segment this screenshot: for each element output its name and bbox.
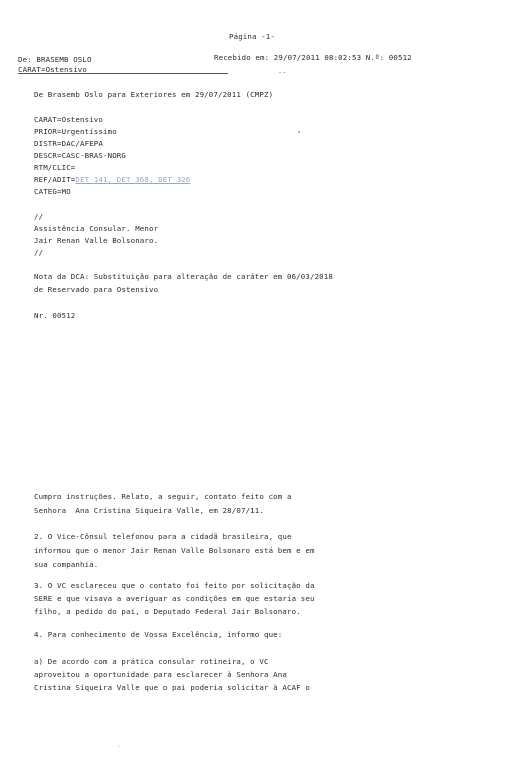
note-line-1: Nota da DCA: Substituição para alteração de caráter em 06/03/2018 — [34, 272, 333, 281]
note-line-2: de Reservado para Ostensivo — [34, 285, 159, 294]
message-title: De Brasemb Oslo para Exteriores em 29/07/2011 (CMPZ) — [34, 90, 274, 99]
meta-distr: DISTR=DAC/AFEPA — [34, 139, 103, 148]
meta-descr: DESCR=CASC-BRAS-NORG — [34, 151, 126, 160]
body-p5-line-1: a) De acordo com a prática consular rotineira, o VC — [34, 657, 269, 666]
header-carat: CARAT=Ostensivo — [18, 65, 87, 74]
body-p2-line-2: informou que o menor Jair Renan Valle Bolsonaro está bem e em — [34, 546, 315, 555]
scan-speck: · — [117, 743, 122, 751]
header-from: De: BRASEMB OSLO — [18, 55, 92, 64]
meta-prior: PRIOR=Urgentíssimo — [34, 127, 117, 136]
body-p1-line-1: Cumpro instruções. Relato, a seguir, contato feito com a — [34, 492, 292, 501]
body-p4-line-1: 4. Para conhecimento de Vossa Excelência, informo que: — [34, 630, 283, 639]
message-number: Nr. 00512 — [34, 311, 76, 320]
header-rule — [18, 73, 228, 74]
body-p5-line-2: aproveitou a oportunidade para esclarecer à Senhora Ana — [34, 670, 287, 679]
subject-line-2: Jair Renan Valle Bolsonaro. — [34, 236, 159, 245]
body-p3-line-3: filho, a pedido do pai, o Deputado Federal Jair Bolsonaro. — [34, 607, 301, 616]
body-p2-line-1: 2. O Vice-Cônsul telefonou para a cidadã brasileira, que — [34, 532, 292, 541]
subject-separator-bottom: // — [34, 248, 44, 257]
meta-ref — [34, 176, 190, 183]
body-p3-line-2: SERE e que visava a averiguar as condições em que estaria seu — [34, 594, 315, 603]
meta-ref-values: DET 141, DET 368, DET 326 — [75, 175, 191, 184]
body-p3-line-1: 3. O VC esclareceu que o contato foi feito por solicitação da — [34, 581, 315, 590]
subject-line-1: Assistência Consular. Menor — [34, 224, 159, 233]
body-p2-line-3: sua companhia. — [34, 560, 99, 569]
meta-ref-prefix: REF/ADIT= — [34, 175, 76, 184]
meta-carat: CARAT=Ostensivo — [34, 115, 103, 124]
subject-separator-top: // — [34, 212, 44, 221]
page-number: Página -1- — [229, 32, 275, 41]
scan-mark: ⁻⁻ — [278, 70, 287, 78]
meta-categ: CATEG=MO — [34, 187, 71, 196]
scan-tick: , — [297, 126, 302, 134]
meta-rtm: RTM/CLIC= — [34, 163, 76, 172]
body-p1-line-2: Senhora Ana Cristina Siqueira Valle, em 28/07/11. — [34, 506, 264, 515]
body-p5-line-3: Cristina Siqueira Valle que o pai poderia solicitar à ACAF o — [34, 683, 310, 692]
header-received: Recebido em: 29/07/2011 08:02:53 N.º: 00512 — [214, 53, 412, 62]
